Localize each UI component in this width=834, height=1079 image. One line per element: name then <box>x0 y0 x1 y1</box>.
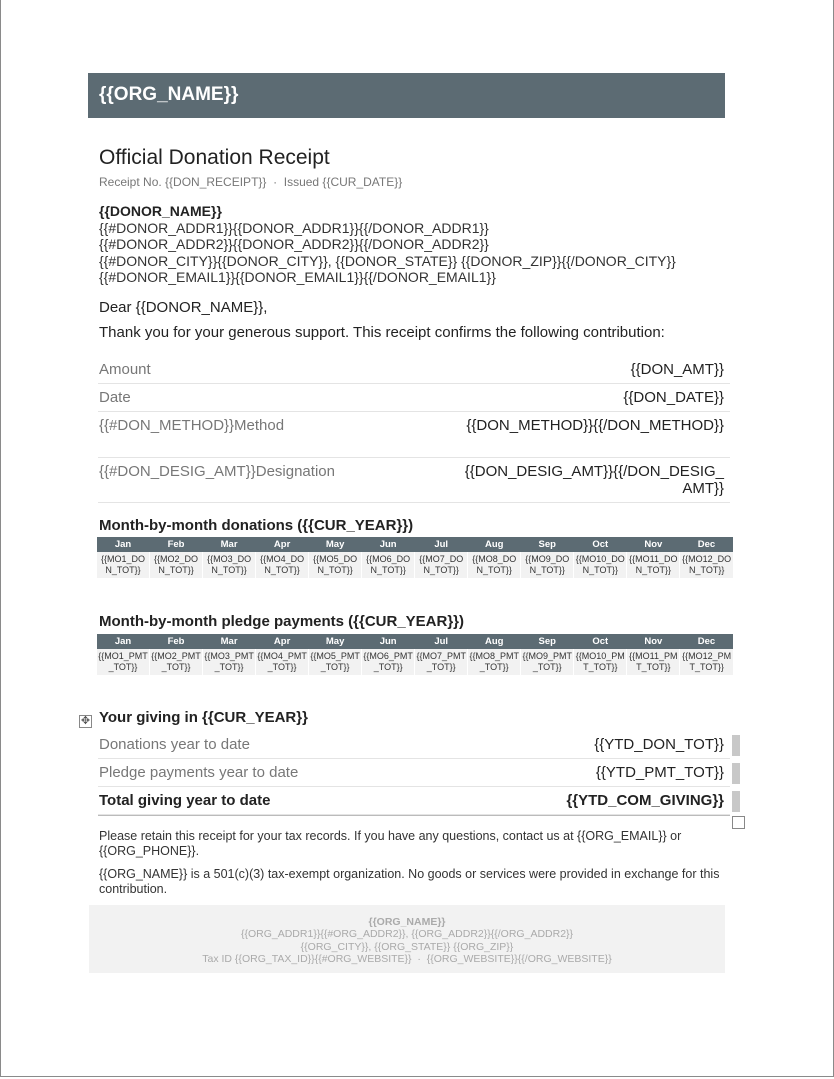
month-header: Apr <box>256 537 309 552</box>
pledges-table <box>96 634 733 675</box>
month-value: {{MO9_DON_TOT}} <box>521 552 574 578</box>
donations-table <box>96 537 733 578</box>
footer-org-name: {{ORG_NAME}} <box>368 916 446 928</box>
month-value: {{MO3_PMT_TOT}} <box>203 649 256 675</box>
ytd-label: Pledge payments year to date <box>99 764 299 781</box>
month-value: {{MO5_DON_TOT}} <box>309 552 362 578</box>
month-value: {{MO10_PMT_TOT}} <box>574 649 627 675</box>
org-header-banner <box>88 73 725 118</box>
ytd-label: Total giving year to date <box>99 792 271 809</box>
month-header: Oct <box>574 537 627 552</box>
detail-row-designation <box>98 457 730 503</box>
ytd-row-pledges <box>98 758 730 787</box>
month-header: Dec <box>680 634 733 649</box>
month-header: Aug <box>468 537 521 552</box>
month-value: {{MO12_DON_TOT}} <box>680 552 733 578</box>
month-value: {{MO12_PMT_TOT}} <box>680 649 733 675</box>
detail-label: {{#DON_DESIG_AMT}}Designation <box>99 463 335 480</box>
ytd-value: {{YTD_COM_GIVING}} <box>566 792 724 809</box>
detail-label: Amount <box>99 361 151 378</box>
month-header: Jul <box>415 537 468 552</box>
detail-value: {{DON_AMT}} <box>630 361 724 378</box>
month-header: Jan <box>97 634 150 649</box>
detail-value: {{DON_DATE}} <box>623 389 724 406</box>
month-header: Dec <box>680 537 733 552</box>
month-header: Aug <box>468 634 521 649</box>
org-name-title: {{ORG_NAME}} <box>99 84 239 105</box>
donor-email-line: {{#DONOR_EMAIL1}}{{DONOR_EMAIL1}}{{/DONOR_EMAIL1}} <box>99 269 496 285</box>
donor-name: {{DONOR_NAME}} <box>99 203 222 219</box>
footer-tax-line: Tax ID {{ORG_TAX_ID}}{{#ORG_WEBSITE}} · {{ORG_WEBSITE}}{{/ORG_WEBSITE}} <box>202 952 612 965</box>
footer-city-line: {{ORG_CITY}}, {{ORG_STATE}} {{ORG_ZIP}} <box>300 940 514 953</box>
donor-block <box>99 203 676 286</box>
detail-value: {{DON_DESIG_AMT}}{{/DON_DESIG_AMT}} <box>464 463 724 497</box>
detail-row-date <box>98 383 730 412</box>
ytd-title: Your giving in {{CUR_YEAR}} <box>99 709 308 726</box>
pledges-table-title: Month-by-month pledge payments ({{CUR_YEAR}}) <box>99 613 465 630</box>
month-header: Nov <box>627 634 680 649</box>
detail-label: Date <box>99 389 131 406</box>
month-value: {{MO10_DON_TOT}} <box>574 552 627 578</box>
month-header: Jan <box>97 537 150 552</box>
month-value: {{MO3_DON_TOT}} <box>203 552 256 578</box>
month-header: Jul <box>415 634 468 649</box>
ytd-label: Donations year to date <box>99 736 250 753</box>
org-footer <box>89 905 725 973</box>
receipt-title: Official Donation Receipt <box>99 146 330 169</box>
month-header: Feb <box>150 537 203 552</box>
month-header: Jun <box>362 634 415 649</box>
receipt-meta: Receipt No. {{DON_RECEIPT}} · Issued {{CUR_DATE}} <box>99 175 403 189</box>
month-value: {{MO1_PMT_TOT}} <box>97 649 150 675</box>
footer-address: {{ORG_ADDR1}}{{#ORG_ADDR2}}, {{ORG_ADDR2}}{{/ORG_ADDR2}} <box>240 928 574 941</box>
month-header: Apr <box>256 634 309 649</box>
ytd-value: {{YTD_PMT_TOT}} <box>595 764 724 781</box>
donations-header-row <box>97 537 734 552</box>
month-value: {{MO9_PMT_TOT}} <box>521 649 574 675</box>
detail-row-amount <box>98 355 730 384</box>
donor-address-line-2: {{#DONOR_ADDR2}}{{DONOR_ADDR2}}{{/DONOR_ADDR2}} <box>99 236 489 252</box>
month-value: {{MO7_PMT_TOT}} <box>415 649 468 675</box>
month-header: Mar <box>203 537 256 552</box>
month-value: {{MO2_PMT_TOT}} <box>150 649 203 675</box>
donations-value-row <box>97 552 734 578</box>
month-header: Sep <box>521 537 574 552</box>
month-value: {{MO4_DON_TOT}} <box>256 552 309 578</box>
month-value: {{MO6_DON_TOT}} <box>362 552 415 578</box>
pledges-value-row <box>97 649 734 675</box>
month-value: {{MO5_PMT_TOT}} <box>309 649 362 675</box>
month-header: May <box>309 634 362 649</box>
month-value: {{MO8_PMT_TOT}} <box>468 649 521 675</box>
donations-table-title: Month-by-month donations ({{CUR_YEAR}}) <box>99 517 414 534</box>
thanks-text: Thank you for your generous support. This receipt confirms the following contribution: <box>99 324 665 341</box>
month-value: {{MO6_PMT_TOT}} <box>362 649 415 675</box>
month-header: Jun <box>362 537 415 552</box>
move-handle-icon[interactable]: ✥ <box>80 715 91 727</box>
month-value: {{MO1_DON_TOT}} <box>97 552 150 578</box>
ytd-row-total <box>98 786 730 815</box>
month-value: {{MO8_DON_TOT}} <box>468 552 521 578</box>
row-end-marker <box>732 735 740 756</box>
month-header: Nov <box>627 537 680 552</box>
pledges-header-row <box>97 634 734 649</box>
row-end-marker <box>732 791 740 812</box>
month-value: {{MO11_PMT_TOT}} <box>627 649 680 675</box>
table-resize-handle[interactable] <box>732 816 745 829</box>
row-end-marker <box>732 763 740 784</box>
detail-label: {{#DON_METHOD}}Method <box>99 417 285 434</box>
month-header: May <box>309 537 362 552</box>
donor-city-line: {{#DONOR_CITY}}{{DONOR_CITY}}, {{DONOR_STATE}} {{DONOR_ZIP}}{{/DONOR_CITY}} <box>99 252 676 269</box>
section-divider <box>98 815 730 816</box>
month-value: {{MO11_DON_TOT}} <box>627 552 680 578</box>
donor-address-line-1: {{#DONOR_ADDR1}}{{DONOR_ADDR1}}{{/DONOR_ADDR1}} <box>99 219 489 236</box>
retain-note: Please retain this receipt for your tax records. If you have any questions, contact us at {{ORG_EMAIL}} or {{ORG_PHONE}}. <box>99 829 682 858</box>
month-value: {{MO4_PMT_TOT}} <box>256 649 309 675</box>
ytd-row-donations <box>98 730 730 759</box>
salutation: Dear {{DONOR_NAME}}, <box>99 299 268 316</box>
month-header: Oct <box>574 634 627 649</box>
month-header: Mar <box>203 634 256 649</box>
detail-value: {{DON_METHOD}}{{/DON_METHOD}} <box>466 417 724 434</box>
month-value: {{MO2_DON_TOT}} <box>150 552 203 578</box>
detail-row-method <box>98 411 730 458</box>
ytd-value: {{YTD_DON_TOT}} <box>594 736 724 753</box>
month-header: Sep <box>521 634 574 649</box>
month-header: Feb <box>150 634 203 649</box>
tax-exempt-note: {{ORG_NAME}} is a 501(c)(3) tax-exempt organization. No goods or services were provided in exchange for this contribution. <box>99 867 720 896</box>
month-value: {{MO7_DON_TOT}} <box>415 552 468 578</box>
